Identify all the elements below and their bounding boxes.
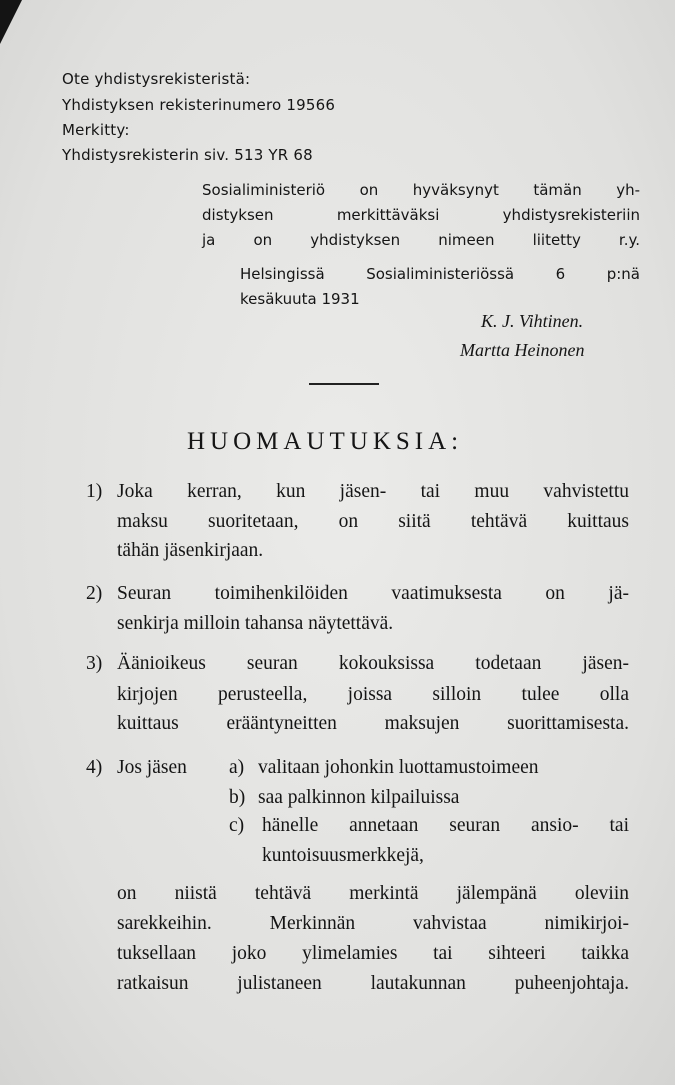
note-4-item-c-text: hänelle annetaan seuran ansio- tai <box>262 815 629 836</box>
place-date-line-1: Helsingissä Sosialiministeriössä 6 p:nä <box>240 265 640 283</box>
header-line-4: Yhdistysrekisterin siv. 513 YR 68 <box>62 146 313 164</box>
approval-line-2: distyksen merkittäväksi yhdistysrekisteriin <box>202 206 640 224</box>
place-date-line-2: kesäkuuta 1931 <box>240 290 360 308</box>
approval-line-3: ja on yhdistyksen nimeen liitetty r.y. <box>202 231 640 249</box>
note-3-line-3: kuittaus erääntyneitten maksujen suorittamisesta. <box>117 713 629 734</box>
note-4-tail-line-4: ratkaisun julistaneen lautakunnan puheenjohtaja. <box>117 973 629 994</box>
note-4-item-b-letter: b) <box>229 787 246 808</box>
note-1-line-1: Joka kerran, kun jäsen- tai muu vahvistettu <box>117 481 629 502</box>
divider <box>309 383 379 385</box>
note-1-line-3: tähän jäsenkirjaan. <box>117 540 264 561</box>
page-corner-shadow <box>0 0 22 44</box>
signature-2: Martta Heinonen <box>460 340 585 360</box>
note-number-3: 3) <box>86 653 103 674</box>
section-heading: HUOMAUTUKSIA: <box>187 428 464 455</box>
note-4-intro: Jos jäsen <box>117 757 187 778</box>
note-2-line-2: senkirja milloin tahansa näytettävä. <box>117 613 394 634</box>
note-number-2: 2) <box>86 583 103 604</box>
note-4-item-a-text: valitaan johonkin luottamustoimeen <box>258 757 539 778</box>
note-4-item-a-letter: a) <box>229 757 245 778</box>
note-4-item-c-letter: c) <box>229 815 245 836</box>
note-number-1: 1) <box>86 481 103 502</box>
note-4-item-c-continuation: kuntoisuusmerkkejä, <box>262 845 424 866</box>
header-line-2: Yhdistyksen rekisterinumero 19566 <box>62 96 336 114</box>
header-line-1: Ote yhdistysrekisteristä: <box>62 70 251 88</box>
note-2-line-1: Seuran toimihenkilöiden vaatimuksesta on jä- <box>117 583 629 604</box>
note-1-line-2: maksu suoritetaan, on siitä tehtävä kuittaus <box>117 511 629 532</box>
note-4-tail-line-3: tuksellaan joko ylimelamies tai sihteeri taikka <box>117 943 629 964</box>
note-4-item-b-text: saa palkinnon kilpailuissa <box>258 787 460 808</box>
header-line-3: Merkitty: <box>62 121 130 139</box>
note-4-tail-line-1: on niistä tehtävä merkintä jälempänä oleviin <box>117 883 629 904</box>
note-3-line-1: Äänioikeus seuran kokouksissa todetaan jäsen- <box>117 653 629 674</box>
signature-1: K. J. Vihtinen. <box>481 311 584 331</box>
note-number-4: 4) <box>86 757 103 778</box>
note-4-tail-line-2: sarekkeihin. Merkinnän vahvistaa nimikirjoi- <box>117 913 629 934</box>
approval-line-1: Sosialiministeriö on hyväksynyt tämän yh- <box>202 181 640 199</box>
note-3-line-2: kirjojen perusteella, joissa silloin tulee olla <box>117 684 629 705</box>
